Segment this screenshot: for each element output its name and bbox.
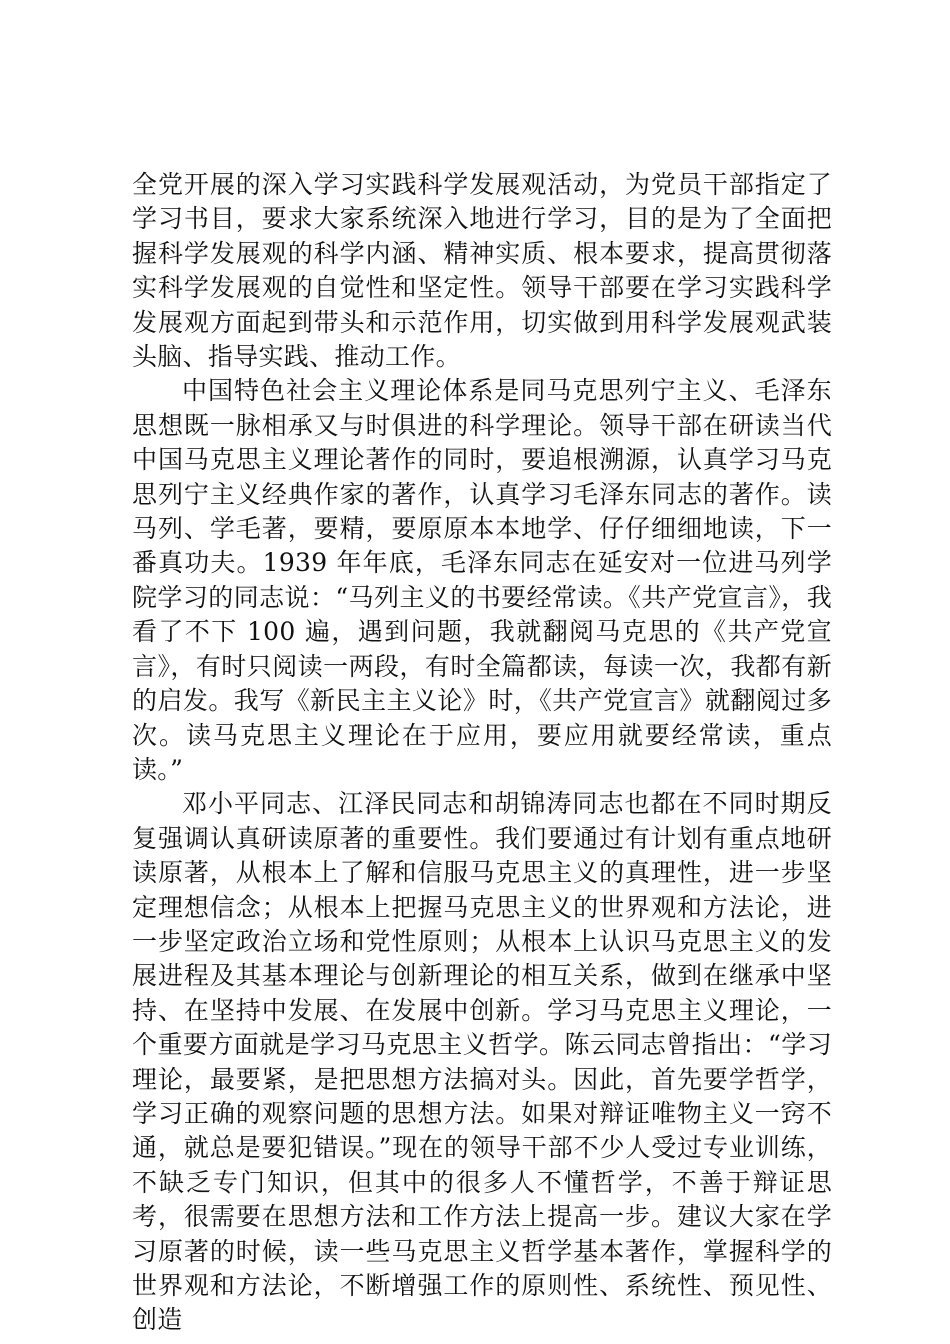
paragraph-1: 全党开展的深入学习实践科学发展观活动，为党员干部指定了学习书目，要求大家系统深入地进行学习，目的是为了全面把握科学发展观的科学内涵、精神实质、根本要求，提高贯彻落实科学发展观的自觉性和坚定性。领导干部要在学习实践科学发展观方面起到带头和示范作用，切实做到用科学发展观武装头脑、指导实践、推动工作。	[132, 170, 832, 372]
document-body	[132, 168, 832, 1338]
paragraph-3: 邓小平同志、江泽民同志和胡锦涛同志也都在不同时期反复强调认真研读原著的重要性。我们要通过有计划有重点地研读原著，从根本上了解和信服马克思主义的真理性，进一步坚定理想信念；从根本上把握马克思主义的世界观和方法论，进一步坚定政治立场和党性原则；从根本上认识马克思主义的发展进程及其基本理论与创新理论的相互关系，做到在继承中坚持、在坚持中发展、在发展中创新。学习马克思主义理论，一个重要方面就是学习马克思主义哲学。陈云同志曾指出：“学习理论，最要紧，是把思想方法搞对头。因此，首先要学哲学，学习正确的观察问题的思想方法。如果对辩证唯物主义一窍不通，就总是要犯错误。”现在的领导干部不少人受过专业训练，不缺乏专门知识，但其中的很多人不懂哲学，不善于辩证思考，很需要在思想方法和工作方法上提高一步。建议大家在学习原著的时候，读一些马克思主义哲学基本著作，掌握科学的世界观和方法论，不断增强工作的原则性、系统性、预见性、创造	[132, 789, 832, 1335]
paragraph-2: 中国特色社会主义理论体系是同马克思列宁主义、毛泽东思想既一脉相承又与时俱进的科学理论。领导干部在研读当代中国马克思主义理论著作的同时，要追根溯源，认真学习马克思列宁主义经典作家的著作，认真学习毛泽东同志的著作。读马列、学毛著，要精，要原原本本地学、仔仔细细地读，下一番真功夫。1939 年年底，毛泽东同志在延安对一位进马列学院学习的同志说：“马列主义的书要经常读。《共产党宣言》，我看了不下 100 遍，遇到问题，我就翻阅马克思的《共产党宣言》，有时只阅读一两段，有时全篇都读，每读一次，我都有新的启发。我写《新民主主义论》时，《共产党宣言》就翻阅过多次。读马克思主义理论在于应用，要应用就要经常读，重点读。”	[132, 376, 832, 784]
